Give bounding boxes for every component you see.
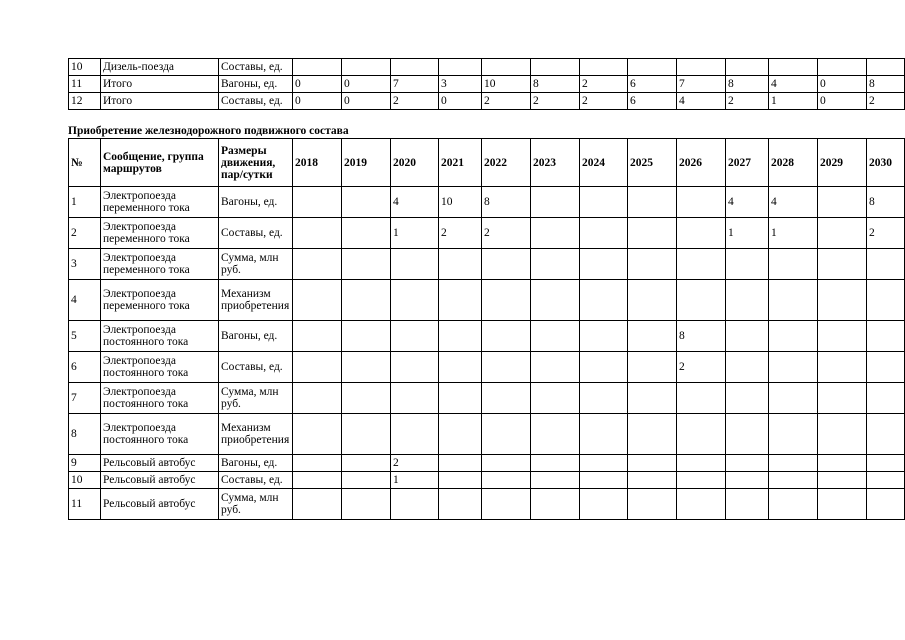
year-value [439,472,482,489]
table-row [69,489,905,520]
unit: Составы, ед. [219,93,293,110]
year-value [580,352,628,383]
year-value: 8 [867,187,905,218]
year-value: 7 [391,76,439,93]
section-title: Приобретение железнодорожного подвижного состава [68,125,349,137]
row-number: 10 [69,59,101,76]
year-value [439,280,482,321]
year-value [342,455,391,472]
year-value: 4 [677,93,726,110]
year-value: 10 [439,187,482,218]
row-number: 4 [69,280,101,321]
year-value [867,280,905,321]
year-value [531,489,580,520]
year-value [818,218,867,249]
header-year: 2020 [391,139,439,187]
unit: Сумма, млн руб. [219,383,293,414]
year-value [580,187,628,218]
year-value: 1 [769,93,818,110]
year-value: 4 [769,187,818,218]
table-row [69,280,905,321]
year-value [867,59,905,76]
year-value [293,489,342,520]
year-value [818,414,867,455]
year-value: 0 [293,93,342,110]
year-value [867,414,905,455]
unit: Механизм приобретения [219,280,293,321]
unit: Вагоны, ед. [219,455,293,472]
year-value [628,59,677,76]
year-value [293,187,342,218]
table-row [69,76,905,93]
route-group: Электропоезда постоянного тока [101,414,219,455]
year-value: 2 [580,93,628,110]
header-year: 2025 [628,139,677,187]
year-value [628,280,677,321]
row-number: 12 [69,93,101,110]
year-value [482,59,531,76]
year-value: 1 [726,218,769,249]
year-value [580,472,628,489]
year-value: 2 [391,455,439,472]
year-value [482,352,531,383]
route-group: Электропоезда переменного тока [101,218,219,249]
year-value [391,59,439,76]
row-number: 11 [69,76,101,93]
year-value [769,414,818,455]
year-value: 7 [677,76,726,93]
year-value [628,472,677,489]
year-value [867,455,905,472]
year-value [580,249,628,280]
year-value [293,352,342,383]
year-value [628,489,677,520]
table-row [69,93,905,110]
row-number: 5 [69,321,101,352]
year-value [439,383,482,414]
year-value: 8 [867,76,905,93]
year-value [818,187,867,218]
unit: Сумма, млн руб. [219,489,293,520]
year-value: 0 [818,93,867,110]
year-value: 2 [482,93,531,110]
year-value: 10 [482,76,531,93]
year-value [293,59,342,76]
year-value [628,218,677,249]
year-value [726,455,769,472]
year-value: 2 [867,93,905,110]
year-value [342,472,391,489]
year-value [677,472,726,489]
year-value [677,59,726,76]
year-value: 0 [439,93,482,110]
year-value [293,218,342,249]
year-value [342,489,391,520]
row-number: 9 [69,455,101,472]
year-value: 0 [342,93,391,110]
year-value [769,321,818,352]
year-value: 4 [391,187,439,218]
row-number: 11 [69,489,101,520]
year-value [726,59,769,76]
header-year: 2027 [726,139,769,187]
year-value [580,489,628,520]
year-value [726,280,769,321]
year-value [293,321,342,352]
year-value [531,455,580,472]
header-year: 2030 [867,139,905,187]
route-group: Электропоезда переменного тока [101,280,219,321]
year-value: 2 [677,352,726,383]
row-number: 3 [69,249,101,280]
row-number: 6 [69,352,101,383]
table-row [69,352,905,383]
year-value [482,489,531,520]
row-number: 2 [69,218,101,249]
year-value [769,489,818,520]
year-value [818,352,867,383]
year-value [677,455,726,472]
year-value: 2 [580,76,628,93]
year-value [531,187,580,218]
year-value [818,472,867,489]
year-value [628,352,677,383]
year-value [726,383,769,414]
year-value: 4 [726,187,769,218]
year-value [342,414,391,455]
year-value [482,455,531,472]
year-value [531,218,580,249]
year-value [342,187,391,218]
table-row [69,218,905,249]
year-value: 1 [391,472,439,489]
year-value [342,59,391,76]
year-value [293,383,342,414]
year-value [391,489,439,520]
year-value [867,249,905,280]
year-value [439,489,482,520]
unit: Вагоны, ед. [219,187,293,218]
table-row [69,455,905,472]
route-group: Рельсовый автобус [101,489,219,520]
unit: Составы, ед. [219,59,293,76]
unit: Составы, ед. [219,218,293,249]
header-year: 2018 [293,139,342,187]
year-value [726,414,769,455]
row-number: 10 [69,472,101,489]
year-value [677,414,726,455]
route-group: Рельсовый автобус [101,455,219,472]
year-value: 2 [391,93,439,110]
year-value [628,414,677,455]
row-number: 1 [69,187,101,218]
year-value [531,472,580,489]
year-value [293,472,342,489]
route-group: Электропоезда постоянного тока [101,321,219,352]
year-value [531,414,580,455]
year-value [628,249,677,280]
year-value [342,383,391,414]
year-value [818,383,867,414]
unit: Вагоны, ед. [219,321,293,352]
year-value [391,414,439,455]
year-value [677,218,726,249]
year-value: 4 [769,76,818,93]
year-value [391,383,439,414]
year-value [531,249,580,280]
year-value: 8 [677,321,726,352]
header-year: 2019 [342,139,391,187]
year-value [531,321,580,352]
year-value [293,280,342,321]
year-value [769,455,818,472]
year-value [531,280,580,321]
year-value [342,321,391,352]
year-value [531,383,580,414]
year-value: 3 [439,76,482,93]
year-value [482,472,531,489]
table-row [69,383,905,414]
unit: Сумма, млн руб. [219,249,293,280]
year-value [342,280,391,321]
year-value [726,489,769,520]
year-value [677,489,726,520]
year-value [726,472,769,489]
year-value [726,352,769,383]
year-value [391,280,439,321]
year-value [439,321,482,352]
table-row [69,321,905,352]
year-value [580,383,628,414]
year-value [580,414,628,455]
route-group: Итого [101,93,219,110]
header-row [69,139,905,187]
year-value [580,280,628,321]
year-value [482,414,531,455]
year-value [867,352,905,383]
year-value [482,280,531,321]
header-year: 2029 [818,139,867,187]
year-value [867,489,905,520]
year-value: 8 [726,76,769,93]
year-value [628,321,677,352]
header-unit: Размеры движения, пар/сутки [219,139,293,187]
year-value [531,352,580,383]
year-value: 2 [482,218,531,249]
route-group: Дизель-поезда [101,59,219,76]
year-value [726,321,769,352]
header-year: 2028 [769,139,818,187]
year-value: 0 [818,76,867,93]
year-value [482,321,531,352]
year-value: 2 [867,218,905,249]
header-year: 2023 [531,139,580,187]
year-value [818,321,867,352]
year-value [482,249,531,280]
route-group: Электропоезда постоянного тока [101,383,219,414]
year-value [769,352,818,383]
table-row [69,59,905,76]
year-value [818,455,867,472]
route-group: Итого [101,76,219,93]
year-value [867,472,905,489]
year-value [439,249,482,280]
table-row [69,414,905,455]
year-value [818,249,867,280]
year-value [677,187,726,218]
year-value [818,59,867,76]
year-value [818,280,867,321]
year-value [628,455,677,472]
year-value [677,280,726,321]
year-value [580,321,628,352]
table-row [69,472,905,489]
year-value [769,472,818,489]
year-value [293,249,342,280]
year-value [439,352,482,383]
year-value [391,321,439,352]
year-value [391,249,439,280]
header-no: № [69,139,101,187]
year-value [769,59,818,76]
header-year: 2026 [677,139,726,187]
year-value: 6 [628,93,677,110]
unit: Составы, ед. [219,352,293,383]
year-value [867,321,905,352]
unit: Вагоны, ед. [219,76,293,93]
year-value [726,249,769,280]
year-value [293,414,342,455]
unit: Составы, ед. [219,472,293,489]
year-value [482,383,531,414]
year-value [439,414,482,455]
year-value [769,280,818,321]
year-value [677,249,726,280]
year-value [867,383,905,414]
year-value [293,455,342,472]
row-number: 8 [69,414,101,455]
table-row [69,249,905,280]
year-value [342,249,391,280]
route-group: Электропоезда переменного тока [101,187,219,218]
route-group: Рельсовый автобус [101,472,219,489]
header-year: 2024 [580,139,628,187]
year-value: 0 [342,76,391,93]
year-value [580,218,628,249]
year-value: 1 [391,218,439,249]
year-value [342,352,391,383]
unit: Механизм приобретения [219,414,293,455]
rolling-stock-table [68,138,905,520]
year-value: 2 [439,218,482,249]
year-value [531,59,580,76]
year-value [580,455,628,472]
table-row [69,187,905,218]
year-value: 8 [531,76,580,93]
year-value: 0 [293,76,342,93]
year-value [769,383,818,414]
route-group: Электропоезда постоянного тока [101,352,219,383]
year-value [818,489,867,520]
route-group: Электропоезда переменного тока [101,249,219,280]
year-value: 1 [769,218,818,249]
year-value: 2 [726,93,769,110]
year-value: 2 [531,93,580,110]
year-value [342,218,391,249]
year-value: 6 [628,76,677,93]
year-value [391,352,439,383]
year-value [769,249,818,280]
continued-table [68,58,905,110]
year-value [677,383,726,414]
year-value [628,187,677,218]
year-value: 8 [482,187,531,218]
year-value [628,383,677,414]
row-number: 7 [69,383,101,414]
header-year: 2021 [439,139,482,187]
year-value [439,455,482,472]
year-value [439,59,482,76]
header-name: Сообщение, группа маршрутов [101,139,219,187]
year-value [580,59,628,76]
header-year: 2022 [482,139,531,187]
